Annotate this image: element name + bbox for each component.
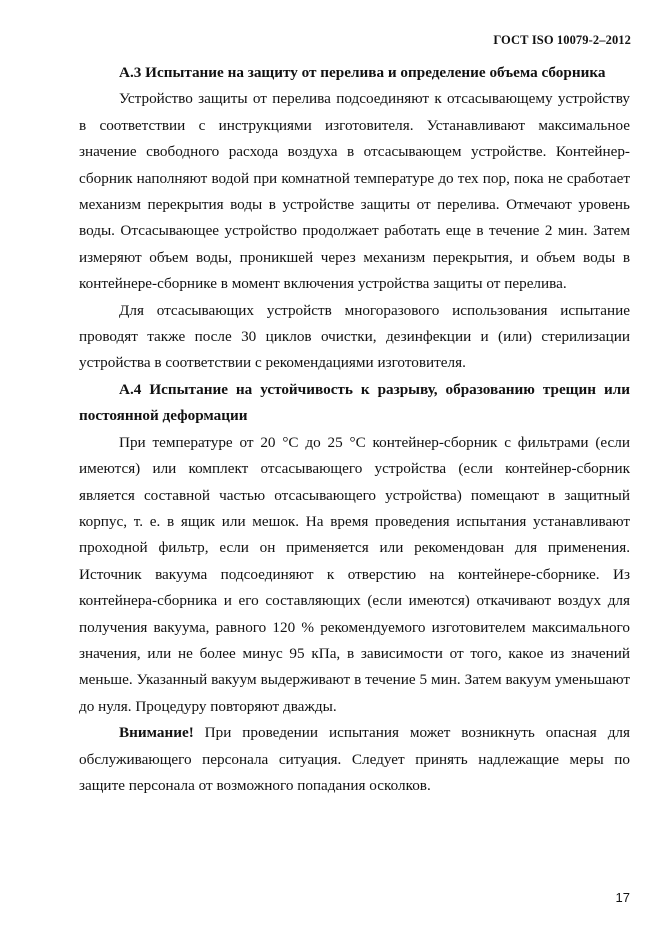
section-a4-paragraph-1: При температуре от 20 °С до 25 °С контейнер-сборник с фильтрами (если имеются) или комплект отсасывающего устройства (если контейнер-сборник является составной частью отсасывающего устройства) помещают в защитный корпус, т. е. в ящик или мешок. На время проведения испытания устанавливают проходной фильтр, если он применяется или рекомендован для применения. Источник вакуума подсоединяют к отверстию на контейнере-сборнике. Из контейнера-сборника и его составляющих (если имеются) откачивают воздух для получения вакуума, равного 120 % рекомендуемого изготовителем максимального значения, или не более минус 95 кПа, в зависимости от того, какое из значений меньше. Указанный вакуум выдерживают в течение 5 мин. Затем вакуум уменьшают до нуля. Процедуру повторяют дважды. bbox=[79, 433, 630, 715]
page-content bbox=[79, 60, 630, 799]
warning-text: При проведении испытания может возникнуть опасная для обслуживающего персонала ситуация. Следует принять надлежащие меры по защите персонала от возможного попадания осколков. bbox=[79, 724, 630, 794]
section-a3-heading: А.3 Испытание на защиту от перелива и определение объема сборника bbox=[119, 64, 606, 81]
warning-lead: Внимание! bbox=[119, 724, 194, 742]
section-a3-paragraph-2: Для отсасывающих устройств многоразового использования испытание проводят также после 30 циклов очистки, дезинфекции и (или) стерилизации устройства в соответствии с рекомендациями изготовителя. bbox=[79, 301, 630, 372]
section-a4-heading: А.4 Испытание на устойчивость к разрыву, образованию трещин или постоянной деформации bbox=[79, 380, 630, 425]
warning-paragraph bbox=[79, 720, 630, 799]
page-number: 17 bbox=[615, 890, 630, 905]
section-a3-paragraph-1: Устройство защиты от перелива подсоединяют к отсасывающему устройству в соответствии с инструкциями изготовителя. Устанавливают максимальное значение свободного расхода воздуха в отсасывающем устройстве. Контейнер-сборник наполняют водой при комнатной температуре до тех пор, пока не сработает механизм перекрытия воды в устройстве защиты от перелива. Отмечают уровень воды. Отсасывающее устройство продолжает работать еще в течение 2 мин. Затем измеряют объем воды, проникшей через механизм перекрытия, и объем воды в контейнере-сборнике в момент включения устройства защиты от перелива. bbox=[79, 90, 630, 293]
document-code-header: ГОСТ ISO 10079-2–2012 bbox=[493, 33, 631, 47]
